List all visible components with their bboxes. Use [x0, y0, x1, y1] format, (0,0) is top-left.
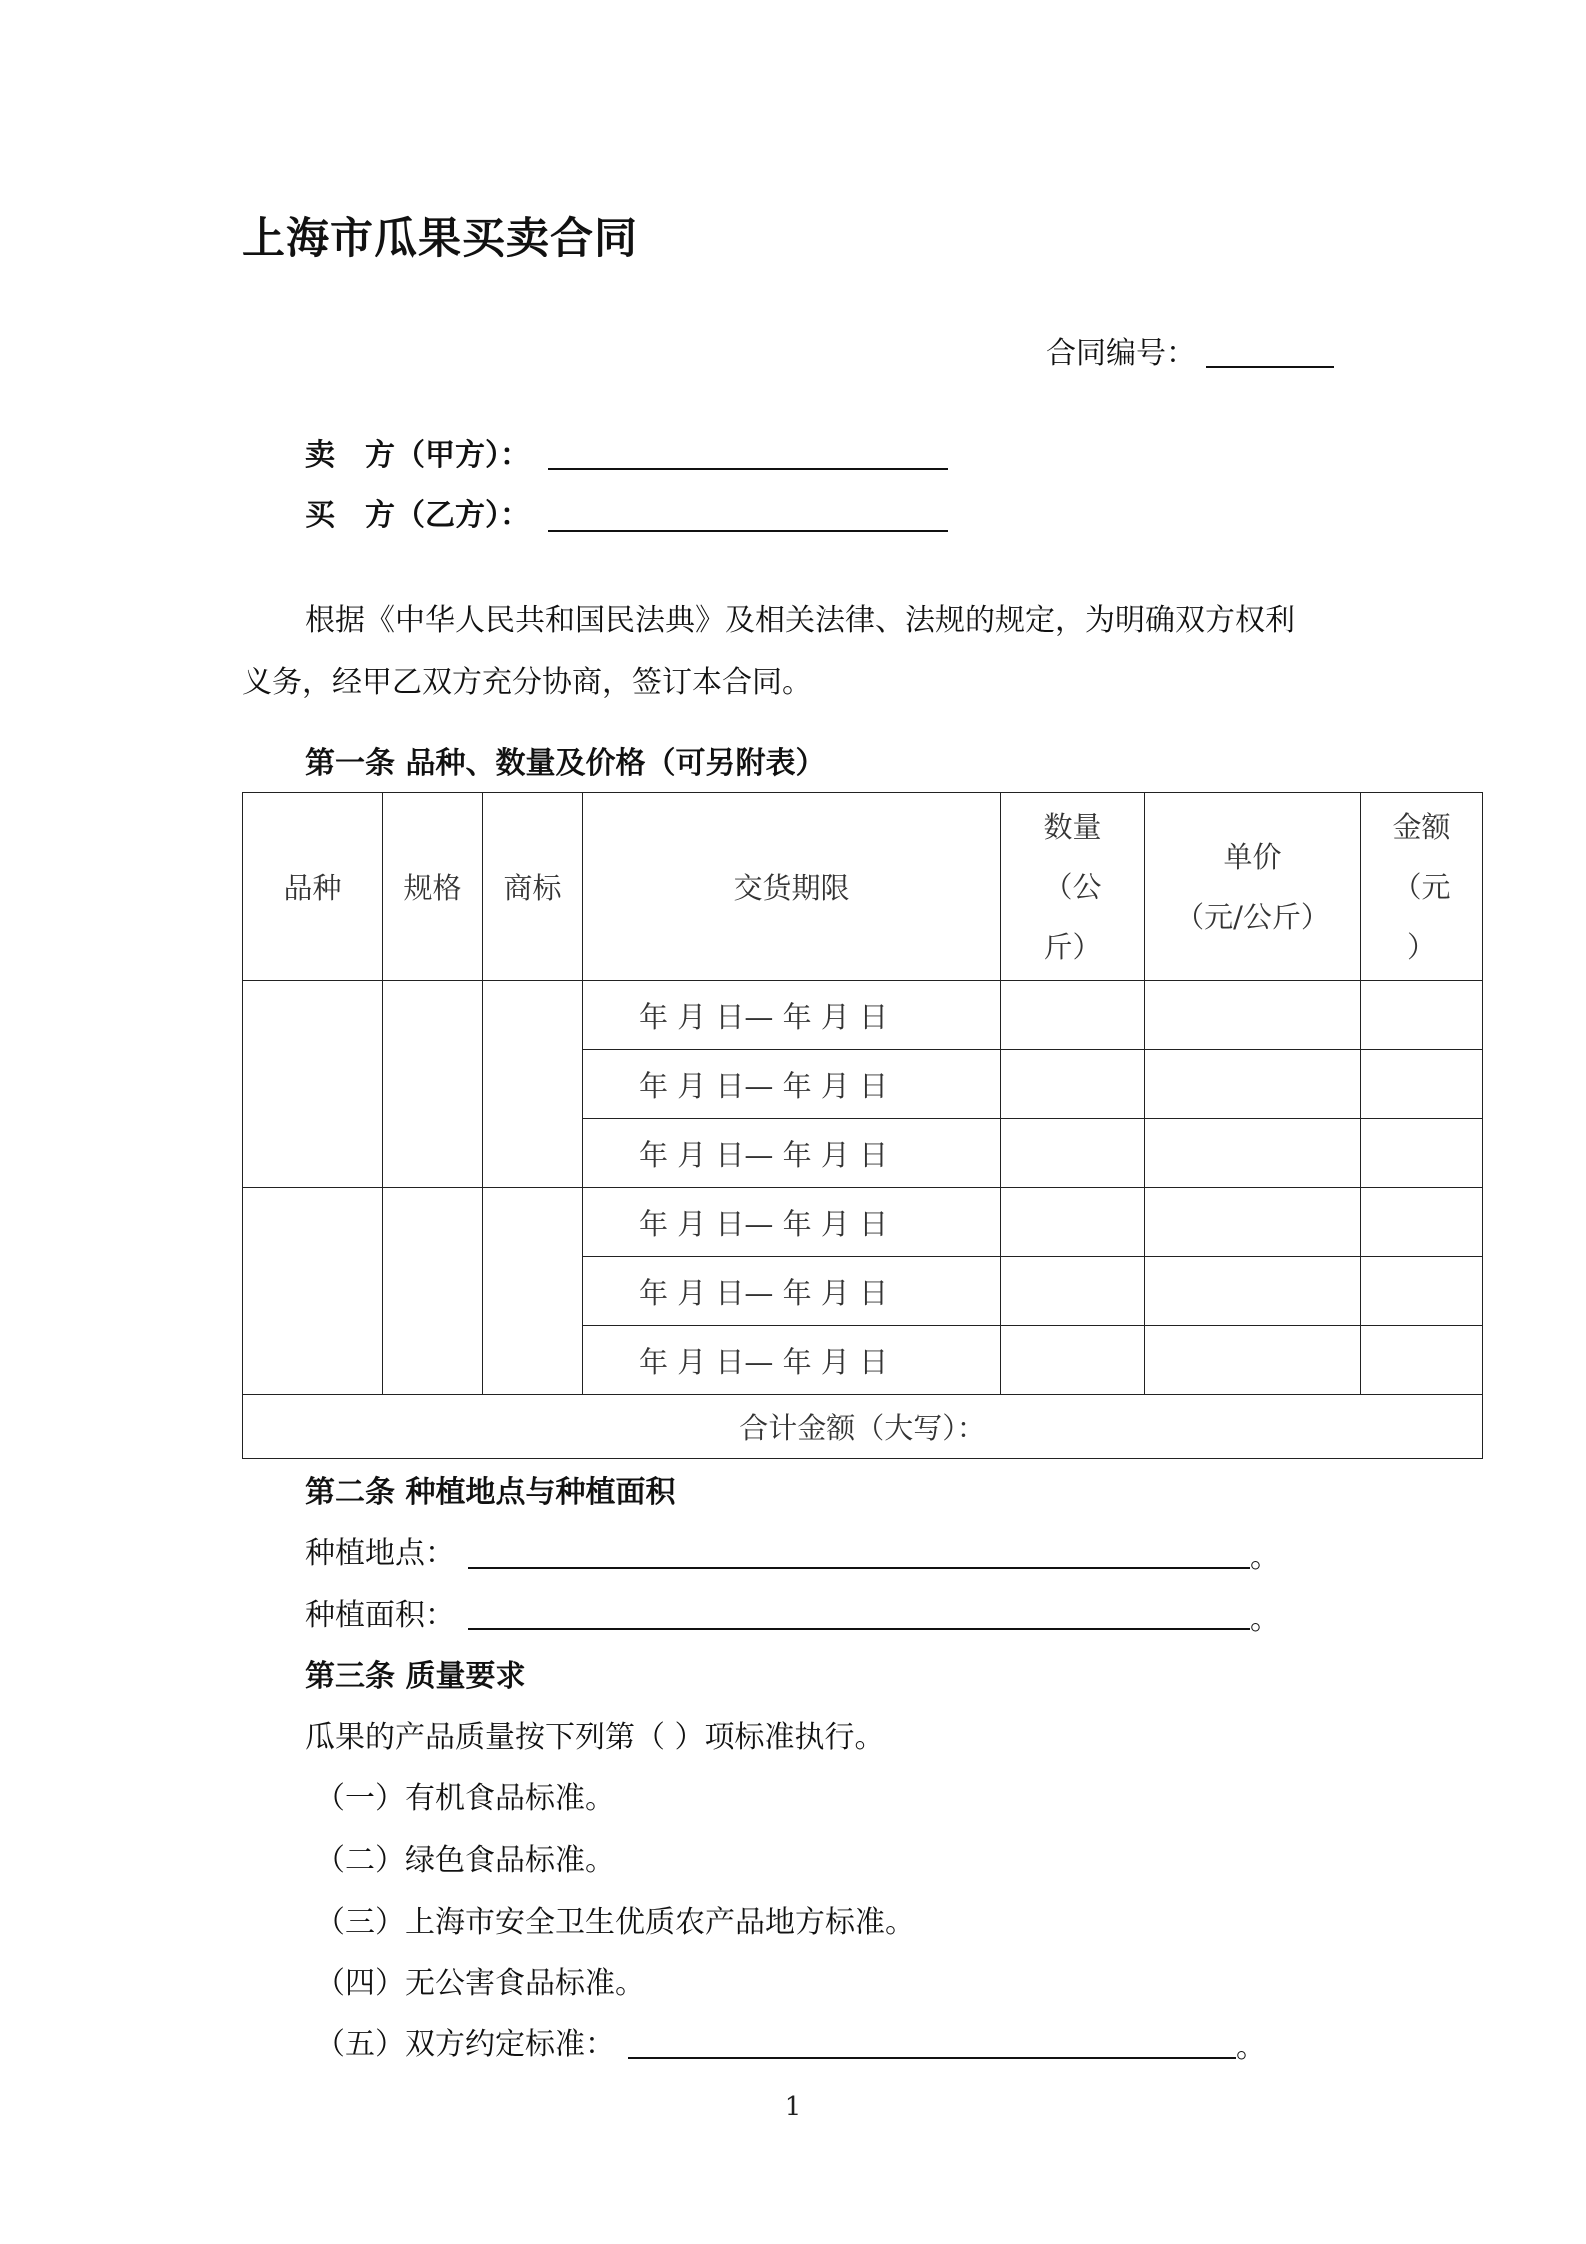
unit-price-cell[interactable] — [1145, 1257, 1361, 1326]
custom-standard-period: 。 — [1236, 2030, 1266, 2065]
header-unit-price-line1: 单价 — [1223, 839, 1282, 874]
quality-item-3: （三）上海市安全卫生优质农产品地方标准。 — [315, 1905, 915, 1940]
page-number: 1 — [784, 2092, 802, 2122]
amount-cell[interactable] — [1361, 1188, 1483, 1257]
goods-table — [242, 792, 1483, 1459]
unit-price-cell[interactable] — [1145, 1050, 1361, 1119]
amount-cell[interactable] — [1361, 1050, 1483, 1119]
amount-cell[interactable] — [1361, 981, 1483, 1050]
planting-area-label: 种植面积： — [305, 1598, 455, 1633]
quality-item-2: （二）绿色食品标准。 — [315, 1843, 615, 1878]
quantity-cell[interactable] — [1001, 981, 1145, 1050]
quantity-cell[interactable] — [1001, 1326, 1145, 1395]
seller-label: 卖 方（甲方）： — [305, 438, 530, 473]
custom-standard-field[interactable] — [628, 2057, 1236, 2059]
planting-area-field[interactable] — [468, 1628, 1250, 1630]
unit-price-cell[interactable] — [1145, 1326, 1361, 1395]
amount-cell[interactable] — [1361, 1257, 1483, 1326]
header-variety: 品种 — [243, 793, 383, 981]
planting-location-field[interactable] — [468, 1567, 1250, 1569]
delivery-date-cell[interactable]: 年 月 日— 年 月 日 — [583, 1188, 1001, 1257]
header-unit-price — [1145, 793, 1361, 981]
header-quantity — [1001, 793, 1145, 981]
header-amount-line2: （元 — [1392, 869, 1451, 904]
table-total-row — [243, 1395, 1483, 1459]
buyer-label: 买 方（乙方）： — [305, 498, 530, 533]
header-quantity-line3: 斤） — [1043, 929, 1102, 964]
table-row — [243, 1188, 1483, 1257]
article-3-title: 第三条 质量要求 — [305, 1659, 526, 1694]
spec-cell[interactable] — [383, 981, 483, 1188]
quality-item-4: （四）无公害食品标准。 — [315, 1966, 645, 2001]
intro-line-2: 义务，经甲乙双方充分协商，签订本合同。 — [242, 665, 812, 700]
unit-price-cell[interactable] — [1145, 981, 1361, 1050]
delivery-date-cell[interactable]: 年 月 日— 年 月 日 — [583, 1119, 1001, 1188]
unit-price-cell[interactable] — [1145, 1119, 1361, 1188]
quality-intro: 瓜果的产品质量按下列第（ ）项标准执行。 — [305, 1720, 885, 1755]
delivery-date-cell[interactable]: 年 月 日— 年 月 日 — [583, 1050, 1001, 1119]
amount-cell[interactable] — [1361, 1326, 1483, 1395]
quantity-cell[interactable] — [1001, 1188, 1145, 1257]
delivery-date-cell[interactable]: 年 月 日— 年 月 日 — [583, 981, 1001, 1050]
article-1-title: 第一条 品种、数量及价格（可另附表） — [305, 746, 826, 781]
table-header-row — [243, 793, 1483, 981]
planting-location-label: 种植地点： — [305, 1536, 455, 1571]
delivery-date-cell[interactable]: 年 月 日— 年 月 日 — [583, 1326, 1001, 1395]
spec-cell[interactable] — [383, 1188, 483, 1395]
quantity-cell[interactable] — [1001, 1050, 1145, 1119]
variety-cell[interactable] — [243, 1188, 383, 1395]
planting-location-period: 。 — [1250, 1540, 1280, 1575]
contract-number-field[interactable] — [1206, 366, 1334, 368]
header-amount — [1361, 793, 1483, 981]
header-quantity-line2: （公 — [1043, 869, 1102, 904]
article-2-title: 第二条 种植地点与种植面积 — [305, 1475, 676, 1510]
total-amount-cell[interactable]: 合计金额（大写）： — [243, 1395, 1483, 1459]
intro-line-1: 根据《中华人民共和国民法典》及相关法律、法规的规定，为明确双方权利 — [305, 603, 1295, 638]
header-amount-line1: 金额 — [1392, 809, 1451, 844]
table-row — [243, 981, 1483, 1050]
quantity-cell[interactable] — [1001, 1257, 1145, 1326]
quantity-cell[interactable] — [1001, 1119, 1145, 1188]
header-spec: 规格 — [383, 793, 483, 981]
brand-cell[interactable] — [483, 1188, 583, 1395]
header-quantity-line1: 数量 — [1043, 809, 1102, 844]
document-title: 上海市瓜果买卖合同 — [242, 214, 638, 264]
quality-item-5: （五）双方约定标准： — [315, 2027, 615, 2062]
header-unit-price-line2: （元/公斤） — [1175, 899, 1330, 934]
header-amount-line3: ） — [1406, 929, 1436, 964]
seller-field[interactable] — [548, 468, 948, 470]
buyer-field[interactable] — [548, 530, 948, 532]
amount-cell[interactable] — [1361, 1119, 1483, 1188]
contract-number-label: 合同编号： — [1046, 336, 1196, 371]
delivery-date-cell[interactable]: 年 月 日— 年 月 日 — [583, 1257, 1001, 1326]
quality-item-1: （一）有机食品标准。 — [315, 1781, 615, 1816]
planting-area-period: 。 — [1250, 1602, 1280, 1637]
unit-price-cell[interactable] — [1145, 1188, 1361, 1257]
header-brand: 商标 — [483, 793, 583, 981]
brand-cell[interactable] — [483, 981, 583, 1188]
variety-cell[interactable] — [243, 981, 383, 1188]
header-delivery: 交货期限 — [583, 793, 1001, 981]
